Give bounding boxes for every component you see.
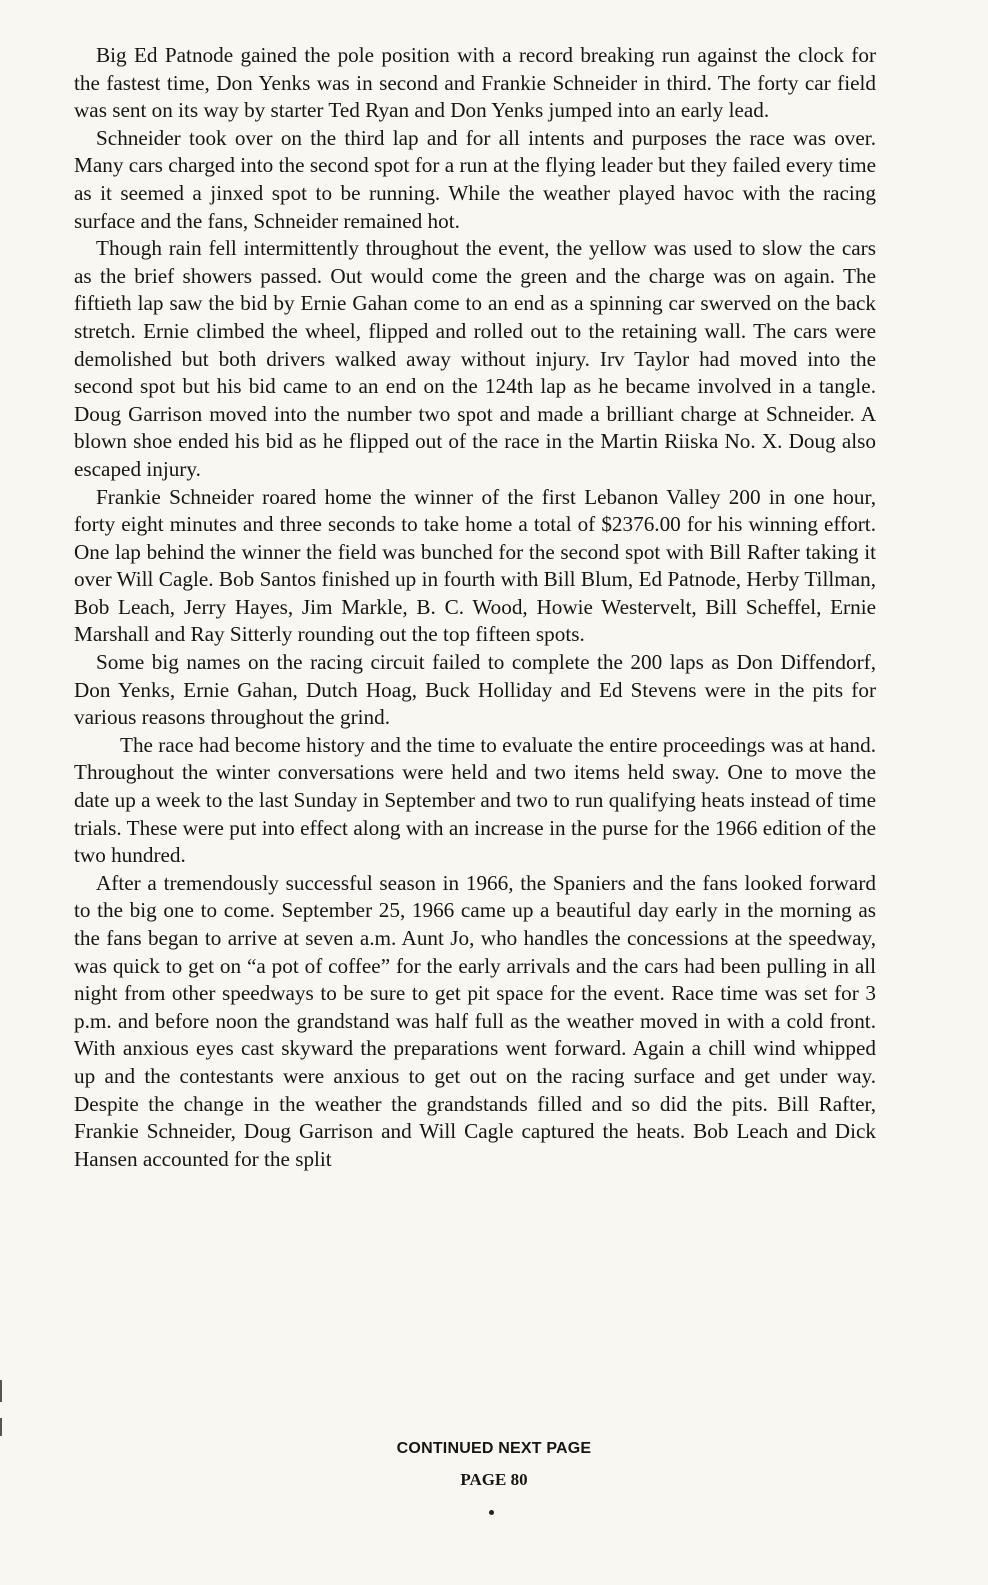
- paragraph-winner-results: Frankie Schneider roared home the winner of the first Lebanon Valley 200 in one hour, forty eight minutes and three seconds to take home a total of $2376.00 for his winning effort. One lap behind the winner the field was bunched for the second spot with Bill Rafter taking it over Will Cagle. Bob Santos finished up in fourth with Bill Blum, Ed Patnode, Herby Tillman, Bob Leach, Jerry Hayes, Jim Markle, B. C. Wood, Howie Westervelt, Bill Scheffel, Ernie Marshall and Ray Sitterly rounding out the top fifteen spots.: [74, 484, 876, 647]
- page-number: PAGE 80: [460, 1470, 528, 1489]
- paragraph-schneider-lead: Schneider took over on the third lap and for all intents and purposes the race was over. Many cars charged into the second spot for a run at the flying leader but they failed every time as it seemed a jinxed spot to be running. While the weather played havoc with the racing surface and the fans, Schneider remained hot.: [74, 125, 876, 233]
- paragraph-rain-and-crashes: Though rain fell intermittently throughout the event, the yellow was used to slow the cars as the brief showers passed. Out would come the green and the charge was on again. The fiftieth lap saw the bid by Ernie Gahan come to an end as a spinning car swerved on the back stretch. Ernie climbed the wheel, flipped and rolled out to the retaining wall. The cars were demolished but both drivers walked away without injury. Irv Taylor had moved into the second spot but his bid came to an end on the 124th lap as he became involved in a tangle. Doug Garrison moved into the number two spot and made a brilliant charge at Schneider. A blown shoe ended his bid as he flipped out of the race in the Martin Riiska No. X. Doug also escaped injury.: [74, 236, 876, 481]
- paragraph-1966-race: After a tremendously successful season in 1966, the Spaniers and the fans looked forward to the big one to come. September 25, 1966 came up a beautiful day early in the morning as the fans began to arrive at seven a.m. Aunt Jo, who handles the concessions at the speedway, was quick to get on “a pot of coffee” for the early arrivals and the cars had been pulling in all night from other speedways to be sure to get pit space for the event. Race time was set for 3 p.m. and before noon the grandstand was half full as the weather moved in with a cold front. With anxious eyes cast skyward the preparations went forward. Again a chill wind whipped up and the contestants were anxious to get out on the racing surface and get under way. Despite the change in the weather the grandstands filled and so did the pits. Bill Rafter, Frankie Schneider, Doug Garrison and Will Cagle captured the heats. Bob Leach and Dick Hansen accounted for the split: [74, 870, 876, 1171]
- article-body: [74, 42, 876, 1173]
- print-speck: [489, 1510, 494, 1515]
- scan-edge-mark: [0, 1380, 2, 1402]
- paragraph-evaluation: The race had become history and the time to evaluate the entire proceedings was at hand. Throughout the winter conversations were held and two items held sway. One to move the date up a week to the last Sunday in September and two to run qualifying heats instead of time trials. These were put into effect along with an increase in the purse for the 1966 edition of the two hundred.: [74, 732, 876, 868]
- scan-edge-mark: [0, 1418, 2, 1436]
- paragraph-pole-position: Big Ed Patnode gained the pole position with a record breaking run against the clock for the fastest time, Don Yenks was in second and Frankie Schneider in third. The forty car field was sent on its way by starter Ted Ryan and Don Yenks jumped into an early lead.: [74, 43, 876, 123]
- paragraph-did-not-finish: Some big names on the racing circuit failed to complete the 200 laps as Don Diffendorf, Don Yenks, Ernie Gahan, Dutch Hoag, Buck Holliday and Ed Stevens were in the pits for various reasons throughout the grind.: [74, 650, 876, 730]
- continued-notice: CONTINUED NEXT PAGE: [396, 1440, 592, 1457]
